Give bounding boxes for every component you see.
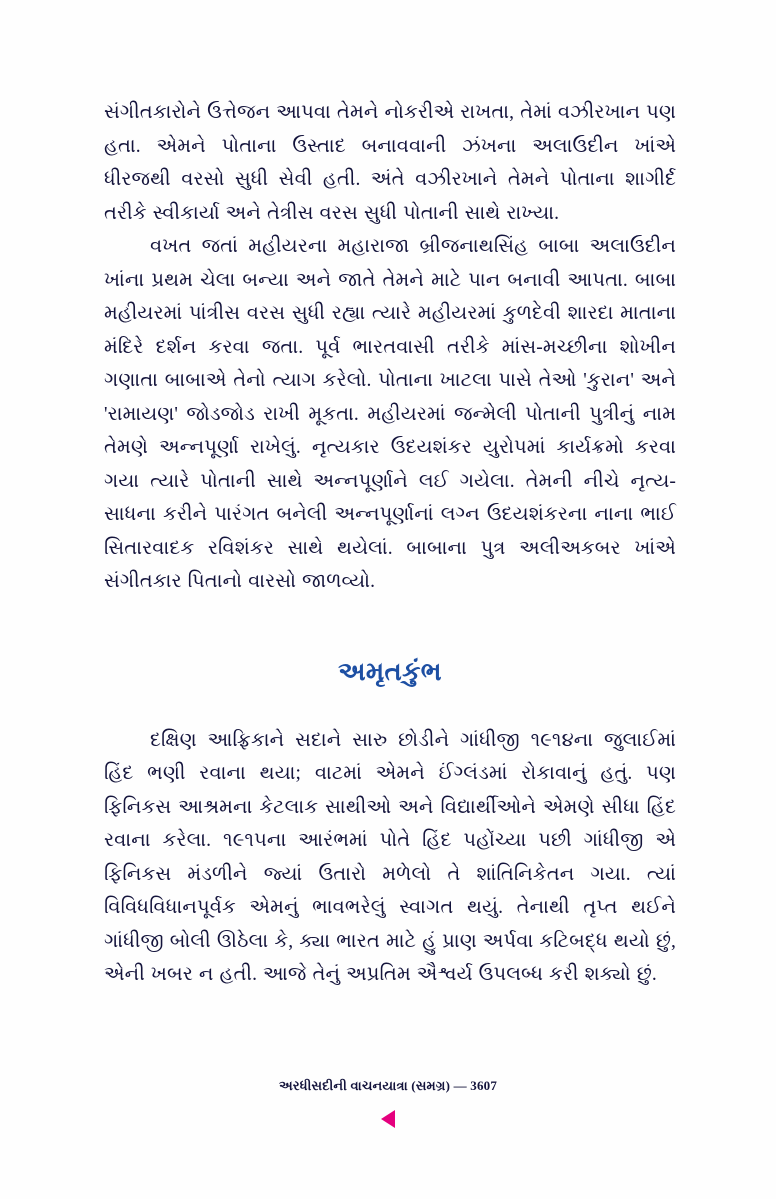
section-heading: અમૃતકુંભ bbox=[338, 656, 442, 686]
left-triangle-icon bbox=[381, 1110, 395, 1128]
page-marker bbox=[0, 1110, 776, 1128]
paragraph: વખત જતાં મહીયરના મહારાજા બ્રીજનાથસિંહ બાબા અલાઉદીન ખાંના પ્રથમ ચેલા બન્યા અને જાતે તેમને માટે પાન બનાવી આપતા. બાબા મહીયરમાં પાંત્રીસ વરસ સુધી રહ્યા ત્યારે મહીયરમાં કુળદેવી શારદા માતાના મંદિરે દર્શન કરવા જતા. પૂર્વ ભારતવાસી તરીકે માંસ-મચ્છીના શોખીન ગણાતા બાબાએ તેનો ત્યાગ કરેલો. પોતાના ખાટલા પાસે તેઓ 'કુરાન' અને 'રામાયણ' જોડજોડ રાખી મૂકતા. મહીયરમાં જન્મેલી પોતાની પુત્રીનું નામ તેમણે અન્નપૂર્ણા રાખેલું. નૃત્યકાર ઉદયશંકર યુરોપમાં કાર્યક્રમો કરવા ગયા ત્યારે પોતાની સાથે અન્નપૂર્ણાને લઈ ગયેલા. તેમની નીચે નૃત્ય-સાધના કરીને પારંગત બનેલી અન્નપૂર્ણાનાં લગ્ન ઉદયશંકરના નાના ભાઈ સિતારવાદક રવિશંકર સાથે થયેલાં. બાબાના પુત્ર અલીઅકબર ખાંએ સંગીતકાર પિતાનો વારસો જાળવ્યો. bbox=[104, 236, 676, 592]
page-footer bbox=[0, 1078, 776, 1128]
spacer bbox=[104, 599, 676, 657]
page-content bbox=[104, 96, 676, 992]
paragraph: દક્ષિણ આફ્રિકાને સદાને સારુ છોડીને ગાંધીજી ૧૯૧૪ના જુલાઈમાં હિંદ ભણી રવાના થયા; વાટમાં એમને ઈંગ્લંડમાં રોકાવાનું હતું. પણ ફિનિકસ આશ્રમના કેટલાક સાથીઓ અને વિદ્યાર્થીઓને એમણે સીધા હિંદ રવાના કરેલા. ૧૯૧૫ના આરંભમાં પોતે હિંદ પહોંચ્યા પછી ગાંધીજી એ ફિનિકસ મંડળીને જ્યાં ઉતારો મળેલો તે શાંતિનિકેતન ગયા. ત્યાં વિવિધવિધાનપૂર્વક એમનું ભાવભરેલું સ્વાગત થયું. તેનાથી તૃપ્ત થઈને ગાંધીજી બોલી ઊઠેલા કે, ક્યા ભારત માટે હું પ્રાણ અર્પવા કટિબદ્ધ થયો છું, એની ખબર ન હતી. આજે તેનું અપ્રતિમ ઐશ્વર્ય ઉપલબ્ધ કરી શક્યો છું. bbox=[104, 729, 676, 985]
paragraph: સંગીતકારોને ઉત્તેજન આપવા તેમને નોકરીએ રાખતા, તેમાં વઝીરખાન પણ હતા. એમને પોતાના ઉસ્તાદ બનાવવાની ઝંખના અલાઉદીન ખાંએ ધીરજથી વરસો સુધી સેવી હતી. અંતે વઝીરખાને તેમને પોતાના શાગીર્દ તરીકે સ્વીકાર્યા અને તેત્રીસ વરસ સુધી પોતાની સાથે રાખ્યા. bbox=[104, 102, 676, 224]
footer-citation: અરધીસદીની વાચનયાત્રા (સમગ્ર) — 3607 bbox=[278, 1078, 498, 1093]
spacer bbox=[104, 688, 676, 724]
